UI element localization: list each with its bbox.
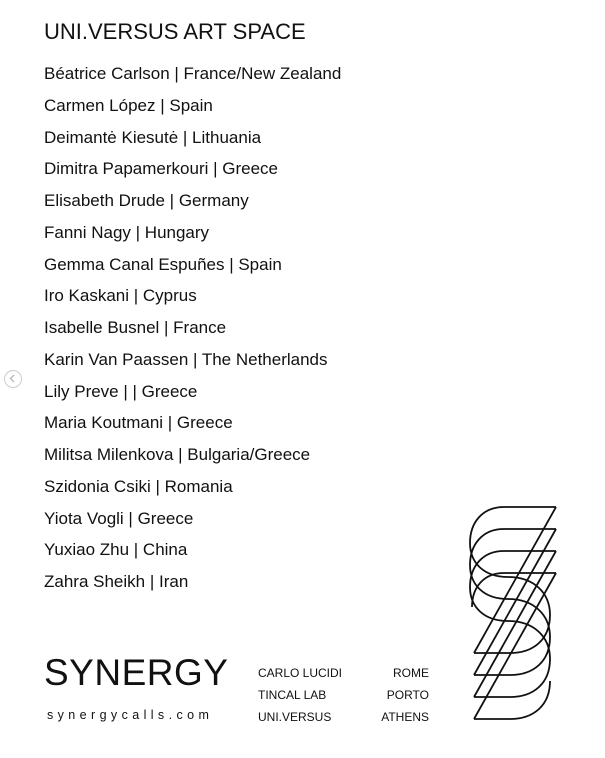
partner-name: TINCAL LAB (258, 688, 327, 702)
artist-item: Militsa Milenkova | Bulgaria/Greece (44, 445, 311, 464)
brand-wordmark: SYNERGY (44, 652, 229, 693)
artist-item: Yiota Vogli | Greece (44, 508, 194, 528)
artist-item: Zahra Sheikh | Iran (44, 572, 189, 591)
artist-item: Yuxiao Zhu | China (44, 540, 188, 560)
city-name: PORTO (386, 688, 429, 702)
artist-item: Iro Kaskani | Cyprus (44, 286, 197, 306)
artist-item: Elisabeth Drude | Germany (44, 191, 249, 210)
artist-item: Gemma Canal Espuñes | Spain (44, 254, 282, 274)
city-name: ATHENS (381, 710, 429, 724)
chevron-left-icon (8, 374, 17, 383)
artist-item: Fanni Nagy | Hungary (44, 222, 210, 242)
artist-item: Karin Van Paassen | The Netherlands (44, 349, 328, 369)
artist-item: Béatrice Carlson | France/New Zealand (44, 64, 342, 83)
website-link[interactable]: synergycalls.com (47, 708, 214, 722)
previous-slide-button[interactable] (4, 370, 22, 388)
partner-name: UNI.VERSUS (258, 710, 332, 724)
city-name: ROME (393, 666, 429, 680)
artist-list (44, 62, 341, 602)
page-title: UNI.VERSUS ART SPACE (44, 19, 306, 44)
artist-item: Dimitra Papamerkouri | Greece (44, 159, 278, 179)
synergy-s-logo (464, 503, 564, 727)
city-list (381, 662, 429, 728)
artist-item: Isabelle Busnel | France (44, 318, 227, 337)
partner-list (258, 662, 342, 728)
artist-item: Maria Koutmani | Greece (44, 413, 233, 433)
artist-item: Carmen López | Spain (44, 95, 213, 115)
artist-item: Szidonia Csiki | Romania (44, 476, 233, 496)
artist-item: Deimantė Kiesutė | Lithuania (44, 127, 262, 147)
partner-name: CARLO LUCIDI (258, 666, 343, 680)
artist-item: Lily Preve | | Greece (44, 381, 198, 401)
